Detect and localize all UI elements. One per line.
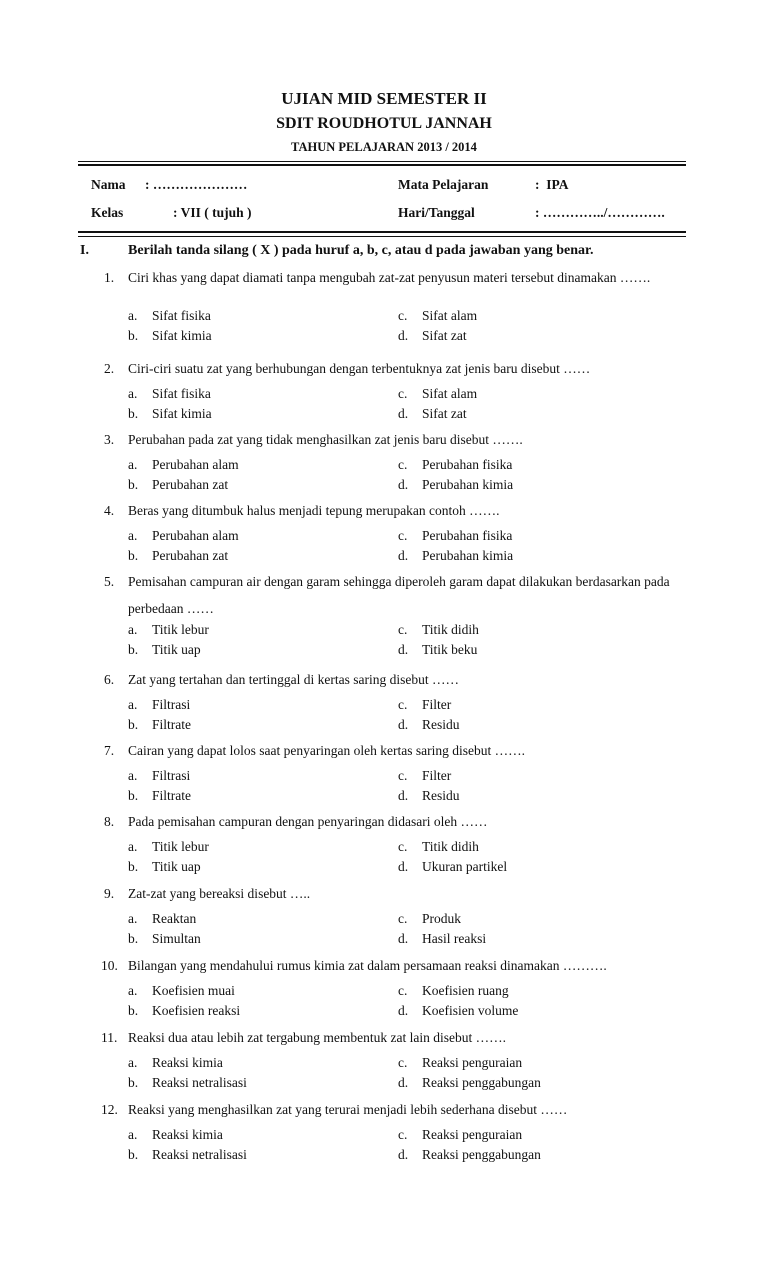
- section-number: I.: [80, 243, 89, 258]
- option-text: Titik lebur: [152, 839, 209, 854]
- option-text: Filter: [422, 768, 452, 783]
- option-text: Reaksi kimia: [152, 1127, 223, 1142]
- option-text: Sifat alam: [422, 386, 478, 401]
- option-c[interactable]: [398, 1055, 522, 1071]
- option-letter: d.: [398, 717, 409, 732]
- option-text: Filtrasi: [152, 768, 191, 783]
- option-text: Titik lebur: [152, 622, 209, 637]
- option-c[interactable]: [398, 386, 477, 402]
- question-2: [104, 359, 684, 378]
- option-text: Titik didih: [422, 622, 479, 637]
- option-letter: a.: [128, 457, 138, 472]
- question-11: [101, 1028, 684, 1047]
- option-a[interactable]: [128, 622, 209, 638]
- option-d[interactable]: [398, 548, 513, 564]
- option-a[interactable]: [128, 386, 211, 402]
- question-text: Reaksi yang menghasilkan zat yang terurai menjadi lebih sederhana disebut ……: [128, 1102, 568, 1117]
- question-5: [104, 572, 684, 622]
- question-text: Ciri-ciri suatu zat yang berhubungan dengan terbentuknya zat jenis baru disebut ……: [128, 361, 591, 376]
- option-a[interactable]: [128, 308, 211, 324]
- option-a[interactable]: [128, 1127, 223, 1143]
- option-text: Filter: [422, 697, 452, 712]
- question-text: Pada pemisahan campuran dengan penyaringan didasari oleh ……: [128, 814, 488, 829]
- hari-value: : …………../………….: [535, 205, 665, 220]
- mapel-label: Mata Pelajaran: [398, 177, 489, 192]
- option-d[interactable]: [398, 859, 507, 875]
- option-a[interactable]: [128, 457, 239, 473]
- option-text: Simultan: [152, 931, 201, 946]
- question-text: Ciri khas yang dapat diamati tanpa mengubah zat-zat penyusun materi tersebut dinamakan …….: [128, 270, 651, 285]
- question-number: 8.: [104, 814, 115, 829]
- question-text: Reaksi dua atau lebih zat tergabung membentuk zat lain disebut …….: [128, 1030, 507, 1045]
- option-text: Sifat zat: [422, 328, 467, 343]
- option-a[interactable]: [128, 839, 209, 855]
- option-letter: d.: [398, 642, 409, 657]
- question-number: 7.: [104, 743, 115, 758]
- option-letter: d.: [398, 548, 409, 563]
- option-text: Koefisien reaksi: [152, 1003, 241, 1018]
- school-name: SDIT ROUDHOTUL JANNAH: [276, 115, 492, 132]
- option-text: Reaktan: [152, 911, 197, 926]
- option-letter: d.: [398, 859, 409, 874]
- option-b[interactable]: [128, 717, 191, 733]
- kelas-value: : VII ( tujuh ): [173, 205, 252, 220]
- option-letter: d.: [398, 1075, 409, 1090]
- option-text: Titik beku: [422, 642, 478, 657]
- question-10: [101, 956, 684, 975]
- option-a[interactable]: [128, 911, 196, 927]
- option-letter: a.: [128, 1127, 138, 1142]
- option-c[interactable]: [398, 457, 512, 473]
- option-text: Ukuran partikel: [422, 859, 508, 874]
- option-text: Koefisien ruang: [422, 983, 509, 998]
- option-letter: c.: [398, 911, 408, 926]
- option-c[interactable]: [398, 911, 461, 927]
- option-letter: c.: [398, 1127, 408, 1142]
- option-text: Perubahan fisika: [422, 528, 513, 543]
- option-text: Sifat kimia: [152, 406, 212, 421]
- option-a[interactable]: [128, 1055, 223, 1071]
- question-8: [104, 812, 684, 831]
- question-number: 12.: [101, 1102, 118, 1117]
- option-b[interactable]: [128, 477, 228, 493]
- option-text: Perubahan kimia: [422, 477, 514, 492]
- option-letter: c.: [398, 839, 408, 854]
- nama-label: Nama: [91, 177, 126, 192]
- option-b[interactable]: [128, 788, 191, 804]
- option-letter: d.: [398, 931, 409, 946]
- option-text: Koefisien muai: [152, 983, 235, 998]
- option-letter: b.: [128, 931, 139, 946]
- option-letter: b.: [128, 1075, 139, 1090]
- option-letter: b.: [128, 477, 139, 492]
- question-text: Cairan yang dapat lolos saat penyaringan oleh kertas saring disebut …….: [128, 743, 526, 758]
- option-b[interactable]: [128, 1003, 240, 1019]
- option-b[interactable]: [128, 931, 201, 947]
- option-b[interactable]: [128, 328, 212, 344]
- question-text: Zat yang tertahan dan tertinggal di kertas saring disebut ……: [128, 672, 460, 687]
- option-text: Filtrate: [152, 788, 191, 803]
- option-text: Sifat fisika: [152, 386, 211, 401]
- option-b[interactable]: [128, 548, 228, 564]
- option-d[interactable]: [398, 642, 477, 658]
- option-text: Titik didih: [422, 839, 479, 854]
- option-c[interactable]: [398, 839, 479, 855]
- hari-label: Hari/Tanggal: [398, 205, 475, 220]
- option-a[interactable]: [128, 697, 190, 713]
- question-number: 4.: [104, 503, 115, 518]
- option-text: Sifat alam: [422, 308, 478, 323]
- option-c[interactable]: [398, 768, 451, 784]
- question-text: Perubahan pada zat yang tidak menghasilkan zat jenis baru disebut …….: [128, 432, 523, 447]
- question-12: [101, 1100, 684, 1119]
- option-c[interactable]: [398, 308, 477, 324]
- question-number: 1.: [104, 270, 115, 285]
- option-letter: a.: [128, 911, 138, 926]
- option-text: Reaksi netralisasi: [152, 1147, 247, 1162]
- option-text: Filtrate: [152, 717, 191, 732]
- option-d[interactable]: [398, 1075, 541, 1091]
- question-7: [104, 741, 684, 760]
- option-d[interactable]: [398, 717, 460, 733]
- option-b[interactable]: [128, 1075, 247, 1091]
- option-text: Titik uap: [152, 859, 201, 874]
- option-text: Residu: [422, 717, 460, 732]
- option-letter: c.: [398, 386, 408, 401]
- kelas-label: Kelas: [91, 205, 124, 220]
- question-number: 2.: [104, 361, 115, 376]
- option-letter: d.: [398, 1147, 409, 1162]
- option-letter: b.: [128, 328, 139, 343]
- option-letter: b.: [128, 788, 139, 803]
- option-text: Perubahan zat: [152, 477, 229, 492]
- question-1: [104, 268, 684, 287]
- option-text: Reaksi penggabungan: [422, 1147, 541, 1162]
- option-letter: b.: [128, 406, 139, 421]
- option-d[interactable]: [398, 788, 460, 804]
- option-letter: d.: [398, 406, 409, 421]
- option-text: Perubahan alam: [152, 457, 239, 472]
- question-number: 5.: [104, 574, 115, 589]
- question-3: [104, 430, 684, 449]
- option-c[interactable]: [398, 1127, 522, 1143]
- option-letter: c.: [398, 983, 408, 998]
- option-letter: d.: [398, 788, 409, 803]
- question-4: [104, 501, 684, 520]
- option-b[interactable]: [128, 859, 201, 875]
- nama-value: : …………………: [145, 177, 248, 192]
- option-letter: a.: [128, 528, 138, 543]
- option-letter: a.: [128, 697, 138, 712]
- question-number: 6.: [104, 672, 115, 687]
- question-text: Zat-zat yang bereaksi disebut …..: [128, 886, 311, 901]
- option-text: Residu: [422, 788, 460, 803]
- option-a[interactable]: [128, 983, 235, 999]
- option-letter: c.: [398, 697, 408, 712]
- option-text: Titik uap: [152, 642, 201, 657]
- option-letter: a.: [128, 622, 138, 637]
- option-d[interactable]: [398, 328, 467, 344]
- option-b[interactable]: [128, 642, 201, 658]
- option-text: Reaksi penguraian: [422, 1127, 523, 1142]
- option-letter: d.: [398, 477, 409, 492]
- option-a[interactable]: [128, 528, 239, 544]
- option-letter: c.: [398, 308, 408, 323]
- option-letter: c.: [398, 622, 408, 637]
- question-text: Beras yang ditumbuk halus menjadi tepung merupakan contoh …….: [128, 503, 500, 518]
- header-rule-bottom: [78, 236, 686, 237]
- option-letter: b.: [128, 859, 139, 874]
- option-d[interactable]: [398, 1147, 541, 1163]
- exam-title: UJIAN MID SEMESTER II: [281, 89, 487, 108]
- option-letter: c.: [398, 457, 408, 472]
- option-letter: d.: [398, 328, 409, 343]
- option-letter: a.: [128, 983, 138, 998]
- option-letter: a.: [128, 1055, 138, 1070]
- question-number: 9.: [104, 886, 115, 901]
- option-c[interactable]: [398, 528, 512, 544]
- header-rule-top: [78, 161, 686, 162]
- option-letter: b.: [128, 642, 139, 657]
- option-b[interactable]: [128, 1147, 247, 1163]
- question-text: Pemisahan campuran air dengan garam sehingga diperoleh garam dapat dilakukan berdasarkan pada perbedaan ……: [128, 574, 670, 616]
- question-6: [104, 670, 684, 689]
- option-letter: b.: [128, 717, 139, 732]
- option-letter: b.: [128, 548, 139, 563]
- option-c[interactable]: [398, 622, 479, 638]
- option-text: Sifat fisika: [152, 308, 211, 323]
- option-text: Koefisien volume: [422, 1003, 519, 1018]
- question-text: Bilangan yang mendahului rumus kimia zat dalam persamaan reaksi dinamakan ……….: [128, 958, 607, 973]
- header-rule-bottom-bold: [78, 231, 686, 233]
- question-number: 3.: [104, 432, 115, 447]
- option-text: Perubahan zat: [152, 548, 229, 563]
- option-text: Reaksi netralisasi: [152, 1075, 247, 1090]
- option-c[interactable]: [398, 983, 509, 999]
- option-text: Perubahan fisika: [422, 457, 513, 472]
- question-number: 11.: [101, 1030, 118, 1045]
- option-letter: d.: [398, 1003, 409, 1018]
- option-letter: b.: [128, 1003, 139, 1018]
- option-d[interactable]: [398, 477, 513, 493]
- question-9: [104, 884, 684, 903]
- option-text: Reaksi kimia: [152, 1055, 223, 1070]
- option-letter: b.: [128, 1147, 139, 1162]
- option-b[interactable]: [128, 406, 212, 422]
- option-letter: a.: [128, 768, 138, 783]
- header-rule-top-bold: [78, 164, 686, 166]
- option-letter: c.: [398, 528, 408, 543]
- option-text: Produk: [422, 911, 462, 926]
- option-letter: a.: [128, 386, 138, 401]
- academic-year: TAHUN PELAJARAN 2013 / 2014: [291, 140, 477, 154]
- section-instruction: Berilah tanda silang ( X ) pada huruf a, b, c, atau d pada jawaban yang benar.: [128, 243, 594, 258]
- option-text: Sifat zat: [422, 406, 467, 421]
- option-letter: c.: [398, 1055, 408, 1070]
- option-d[interactable]: [398, 931, 486, 947]
- option-a[interactable]: [128, 768, 190, 784]
- mapel-value: : IPA: [535, 177, 569, 192]
- question-number: 10.: [101, 958, 118, 973]
- option-text: Hasil reaksi: [422, 931, 487, 946]
- option-text: Perubahan alam: [152, 528, 239, 543]
- option-text: Filtrasi: [152, 697, 191, 712]
- option-text: Sifat kimia: [152, 328, 212, 343]
- option-c[interactable]: [398, 697, 451, 713]
- option-text: Reaksi penguraian: [422, 1055, 523, 1070]
- option-letter: c.: [398, 768, 408, 783]
- option-d[interactable]: [398, 406, 467, 422]
- option-text: Reaksi penggabungan: [422, 1075, 541, 1090]
- option-text: Perubahan kimia: [422, 548, 514, 563]
- option-letter: a.: [128, 839, 138, 854]
- option-letter: a.: [128, 308, 138, 323]
- option-d[interactable]: [398, 1003, 518, 1019]
